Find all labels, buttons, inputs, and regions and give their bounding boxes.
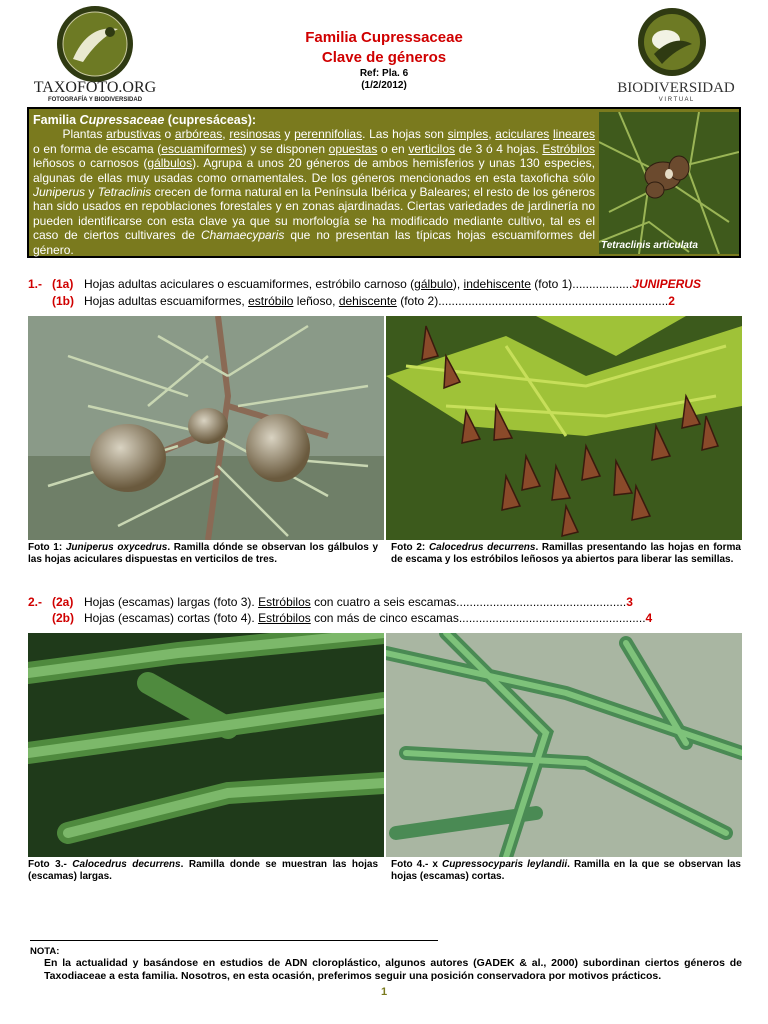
page-number: 1 (380, 986, 388, 998)
taxofoto-logo (28, 4, 163, 104)
key-1a: 1.- (1a) Hojas adultas aciculares o escuamiformes, estróbilo carnoso (gálbulo), indehiscente (foto 1)..................JUNIPERUS (28, 277, 701, 291)
svg-text:V I R T U A L: V I R T U A L (658, 97, 694, 103)
photo-2-calocedrus (386, 316, 742, 540)
page-title: Familia Cupressaceae Clave de géneros (305, 29, 463, 66)
biodiversidad-logo (614, 4, 744, 104)
caption-photo-1: Foto 1: Juniperus oxycedrus. Ramilla dónde se observan los gálbulos y las hojas aciculares dispuestas en verticilos de tres. (28, 542, 379, 565)
caption-photo-4: Foto 4.- x Cupressocyparis leylandii. Ramilla en la que se observan las hojas (escamas) cortas. (391, 859, 741, 882)
note-text: En la actualidad y basándose en estudios de ADN cloroplástico, algunos autores (GADEK & al., 2000) subordinan ciertos géneros de Taxodiaceae a esta familia. Nosotros, en esta ocasión, preferimos seguir una posición conservadora por motivos prácticos. (44, 957, 742, 982)
photo-3-calocedrus (28, 633, 384, 857)
caption-photo-2: Foto 2: Calocedrus decurrens. Ramillas presentando las hojas en forma de escama y los estróbilos leñosos ya abiertos para liberar las semillas. (391, 542, 741, 565)
tetraclinis-photo (599, 112, 739, 254)
key-1b: (1b) Hojas adultas escuamiformes, estróbilo leñoso, dehiscente (foto 2).....................................................................2 (52, 294, 675, 308)
svg-text:BIODIVERSIDAD: BIODIVERSIDAD (617, 80, 735, 96)
note-label: NOTA: (30, 946, 60, 957)
intro-text: Familia Cupressaceae (cupresáceas): Plantas arbustivas o arbóreas, resinosas y perennifolias. Las hojas son simples, aciculares lineares o en forma de escama (escuamiformes) y se disponen opuestas o en verticilos de 3 ó 4 hojas. Estróbilos leñosos o carnosos (gálbulos). Agrupa a unos 20 géneros de ambos hemisferios y unas 130 especies, algunas de ellas muy usadas como ornamentales. De los géneros mencionados en esta taxoficha sólo Juniperus y Tetraclinis crecen de forma natural en la Península Ibérica y Baleares; el resto de los géneros han sido usados en repoblaciones forestales y en zonas ajardinadas. Ciertas variedades de jardinería no pueden identificarse con esta clave ya que su morfología se ha modificado mediante cultivo, tal es el caso de ciertos cultivares de Chamaecyparis que no presentan las típicas hojas escuamiformes del género. (33, 113, 596, 257)
key-2a: 2.- (2a) Hojas (escamas) largas (foto 3). Estróbilos con cuatro a seis escamas...................................................3 (28, 595, 633, 609)
intro-heading: Familia Cupressaceae (cupresáceas): (33, 113, 257, 127)
intro-photo-caption: Tetraclinis articulata (601, 240, 698, 251)
reference: Ref: Pla. 6 (1/2/2012) (359, 68, 409, 91)
key-2b: (2b) Hojas (escamas) cortas (foto 4). Estróbilos con más de cinco escamas........................................................4 (52, 611, 653, 625)
photo-1-juniperus (28, 316, 384, 540)
caption-photo-3: Foto 3.- Calocedrus decurrens. Ramilla donde se muestran las hojas (escamas) largas. (28, 859, 378, 882)
intro-box (27, 107, 741, 258)
svg-text:TAXOFOTO.ORG: TAXOFOTO.ORG (33, 79, 157, 96)
photo-4-cupressocyparis (386, 633, 742, 857)
note-divider (30, 940, 438, 941)
svg-text:FOTOGRAFÍA Y BIODIVERSIDAD: FOTOGRAFÍA Y BIODIVERSIDAD (47, 97, 143, 103)
